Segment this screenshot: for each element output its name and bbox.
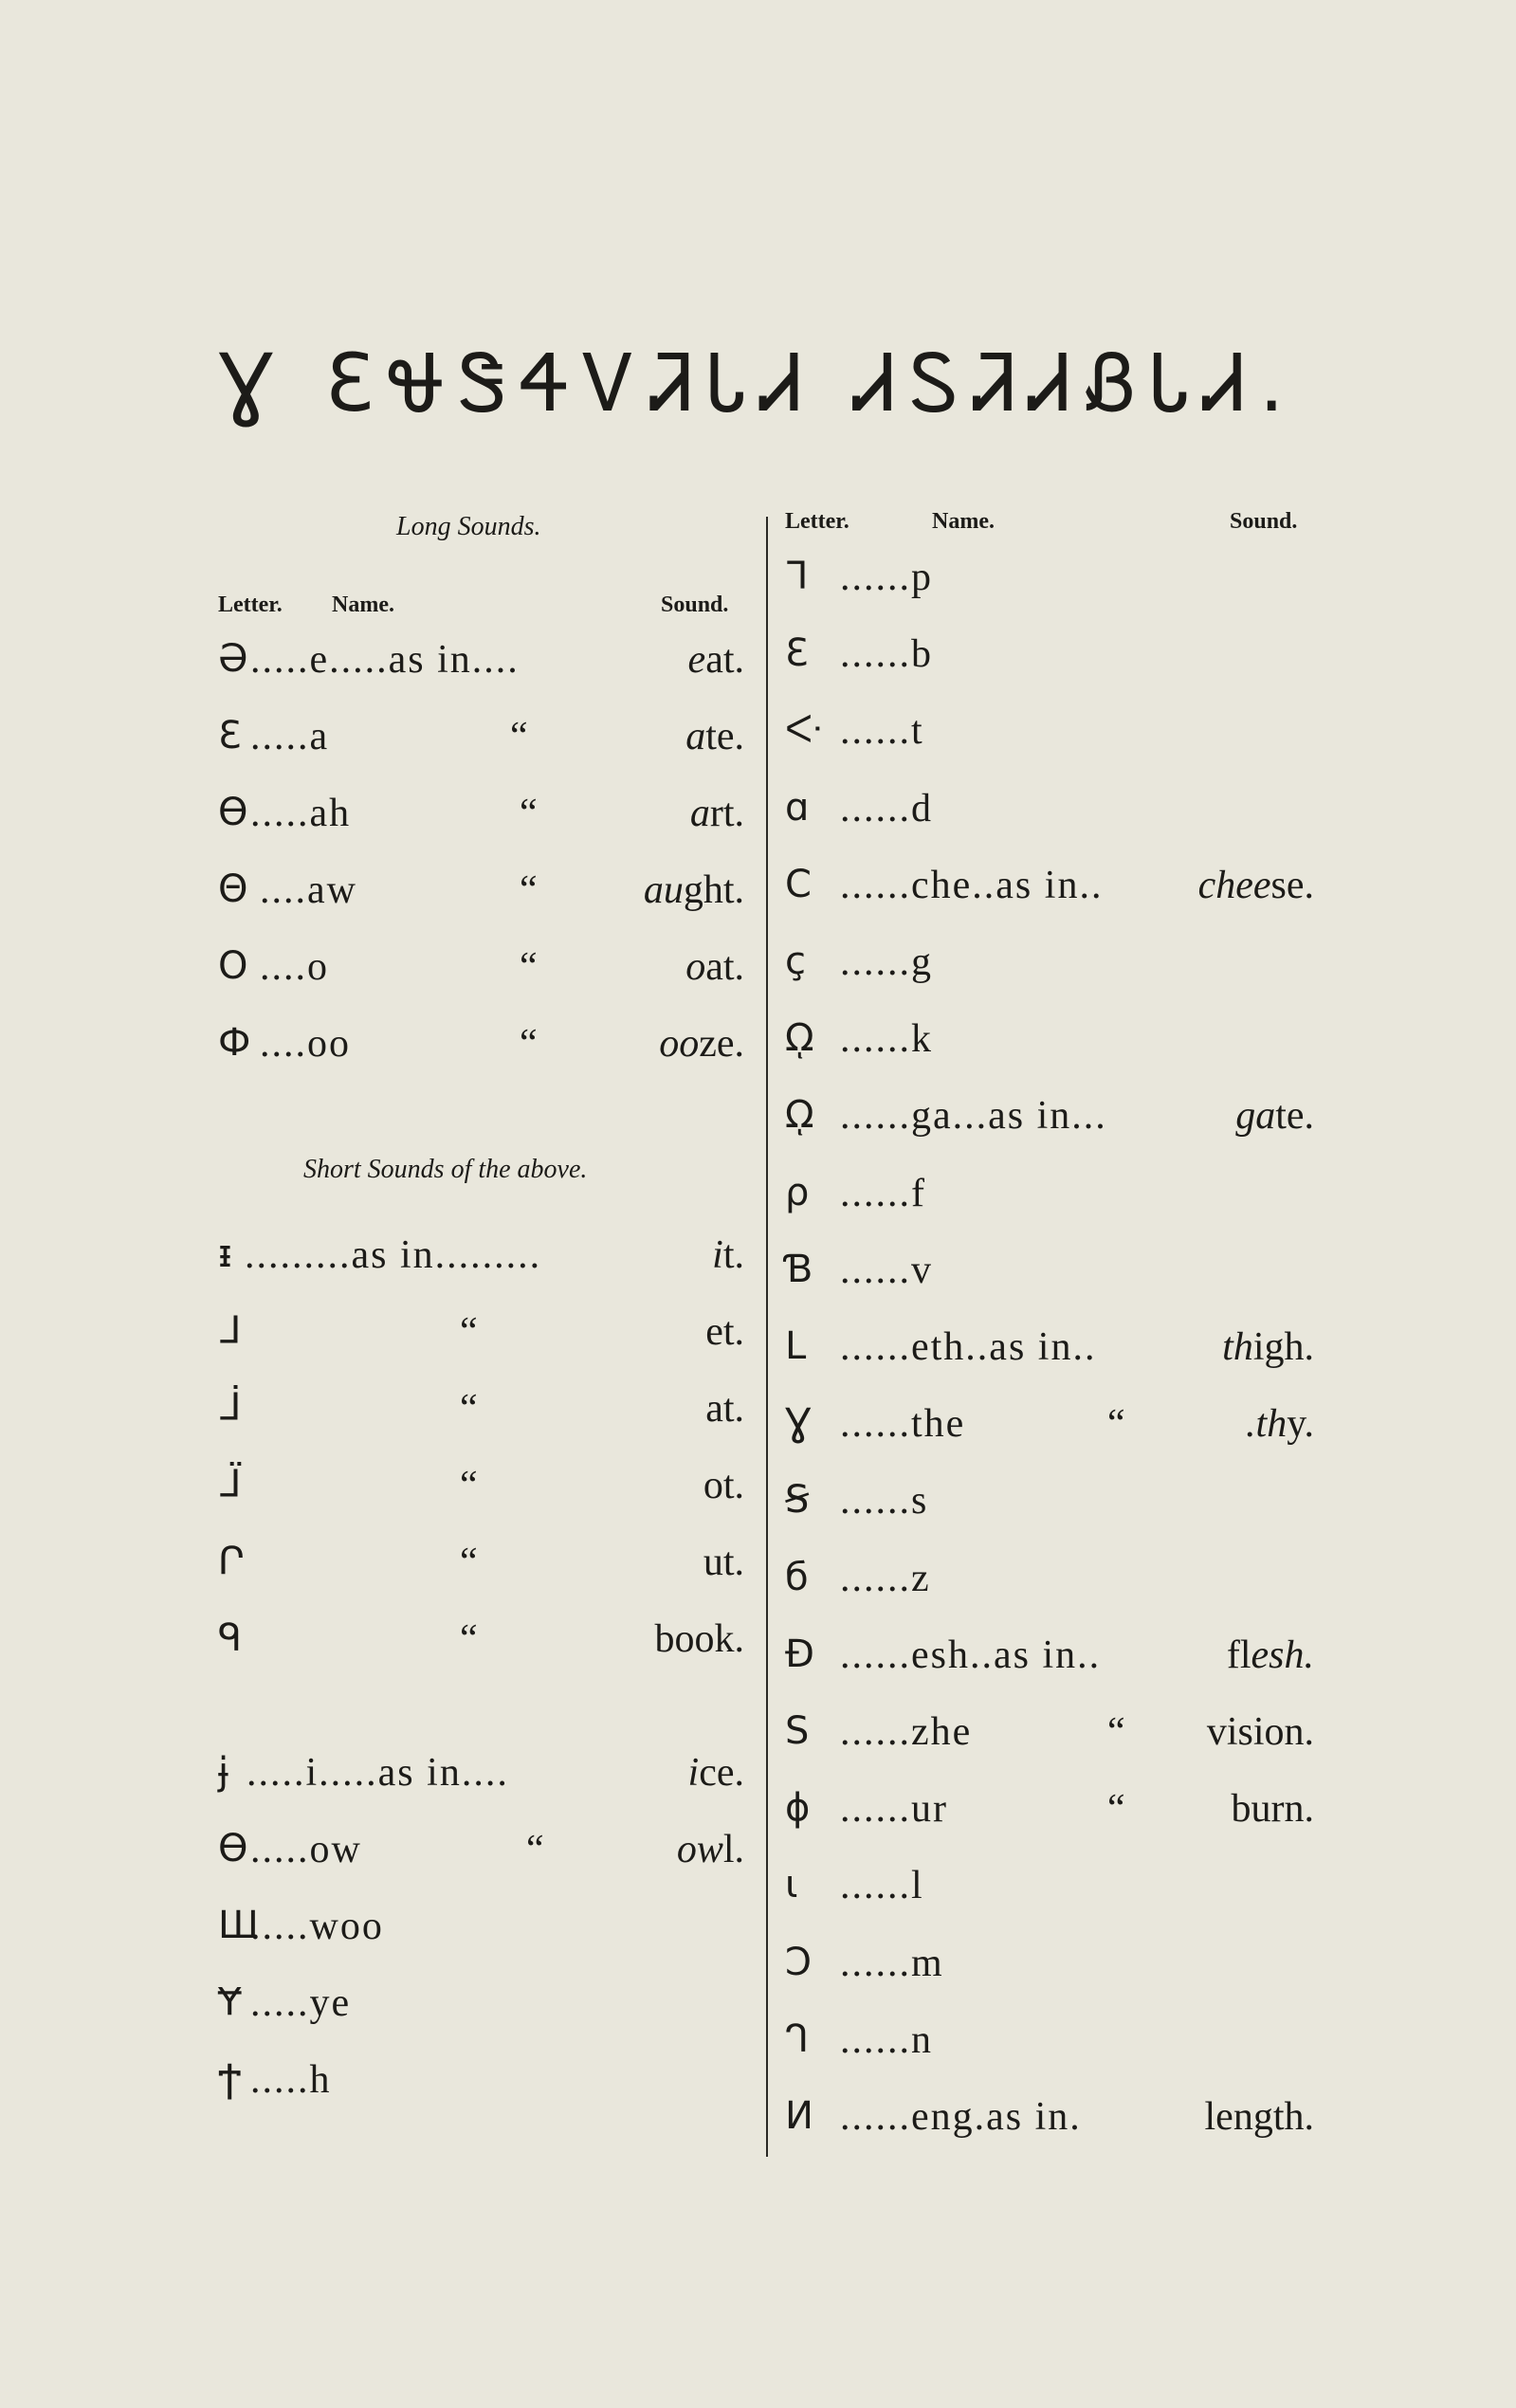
letter-name: .....a bbox=[250, 715, 330, 758]
column-divider bbox=[766, 517, 768, 2157]
letter-glyph: Ↄ bbox=[785, 1941, 813, 1984]
letter-name: ......v bbox=[840, 1249, 933, 1292]
letter-glyph: ᒣ bbox=[785, 555, 809, 598]
letter-glyph: Ɣ bbox=[785, 1401, 812, 1445]
letter-name: ......che..as in.. bbox=[840, 864, 1104, 907]
letter-name: ......f bbox=[840, 1172, 926, 1215]
left-letter-header: Letter. bbox=[218, 593, 283, 617]
table-row bbox=[785, 786, 1314, 843]
table-row bbox=[785, 863, 1314, 920]
sound-example: art. bbox=[689, 792, 744, 835]
sound-example: eat. bbox=[687, 638, 744, 682]
letter-name: ....o bbox=[260, 945, 329, 989]
sound-example: at. bbox=[705, 1387, 744, 1431]
ditto-mark: “ bbox=[1107, 1402, 1125, 1446]
letter-glyph: ɑ bbox=[785, 786, 810, 830]
letter-name: ......ga...as in... bbox=[840, 1094, 1107, 1138]
letter-glyph: Ր bbox=[218, 1540, 245, 1583]
table-row bbox=[785, 555, 1314, 611]
table-row bbox=[218, 1021, 744, 1078]
letter-name: ......z bbox=[840, 1557, 931, 1600]
table-row bbox=[785, 1171, 1314, 1228]
letter-glyph: Ꞩ bbox=[785, 1478, 810, 1522]
letter-name: .....e.....as in.... bbox=[250, 638, 520, 682]
letter-name: ......t bbox=[840, 709, 924, 753]
letter-name: .........as in......... bbox=[245, 1233, 542, 1277]
letter-glyph: ᵻ bbox=[218, 1232, 232, 1276]
letter-glyph: Ɛ bbox=[785, 631, 809, 675]
letter-name: .....h bbox=[250, 2058, 332, 2102]
letter-glyph: ɸ bbox=[785, 1786, 811, 1830]
page-title: Ɣ ƐᏠᏕᏎᏙᏘᏓᏗ ᏗᏚᏘᏗᏰᏓᏗ. bbox=[218, 337, 1298, 429]
letter-glyph: И bbox=[785, 2094, 813, 2138]
letter-glyph: ῼ bbox=[785, 1093, 814, 1137]
table-row bbox=[785, 1709, 1314, 1766]
table-row bbox=[785, 1324, 1314, 1381]
table-row bbox=[785, 631, 1314, 688]
letter-glyph: ɉ bbox=[218, 1750, 229, 1794]
right-letter-header: Letter. bbox=[785, 509, 849, 534]
letter-name: ......eth..as in.. bbox=[840, 1325, 1097, 1369]
letter-glyph: ᒉ bbox=[785, 2017, 810, 2061]
table-row bbox=[218, 1309, 744, 1366]
left-sound-header: Sound. bbox=[661, 593, 729, 617]
letter-name: ......b bbox=[840, 632, 933, 676]
sound-example: aught. bbox=[643, 868, 744, 912]
letter-glyph: ᒩ bbox=[218, 1463, 242, 1506]
table-row bbox=[218, 1463, 744, 1520]
table-row bbox=[218, 1386, 744, 1443]
sound-example: owl. bbox=[676, 1828, 744, 1871]
sound-example: ot. bbox=[703, 1464, 744, 1507]
table-row bbox=[218, 791, 744, 848]
right-sound-header: Sound. bbox=[1230, 509, 1298, 534]
table-row bbox=[218, 1904, 744, 1961]
table-row bbox=[785, 708, 1314, 765]
letter-glyph: ç bbox=[785, 939, 806, 983]
letter-name: ......k bbox=[840, 1017, 933, 1061]
ditto-mark: “ bbox=[1107, 1710, 1125, 1754]
ditto-mark: “ bbox=[1107, 1787, 1125, 1831]
letter-glyph: L bbox=[785, 1324, 807, 1368]
sound-example: thigh. bbox=[1222, 1325, 1314, 1369]
letter-glyph: O bbox=[218, 944, 248, 988]
letter-glyph: ᒨ bbox=[218, 1386, 242, 1430]
table-row bbox=[785, 1941, 1314, 1998]
table-row bbox=[218, 867, 744, 924]
table-row bbox=[785, 2017, 1314, 2074]
letter-glyph: Ф bbox=[218, 1021, 251, 1065]
letter-name: ......l bbox=[840, 1864, 924, 1907]
table-row bbox=[218, 1980, 744, 2037]
sound-example: burn. bbox=[1231, 1787, 1314, 1831]
right-name-header: Name. bbox=[932, 509, 995, 534]
letter-glyph: ι bbox=[785, 1863, 798, 1906]
letter-name: ......p bbox=[840, 556, 933, 599]
sound-example: ice. bbox=[687, 1751, 744, 1795]
letter-name: ......d bbox=[840, 787, 933, 830]
letter-glyph: ρ bbox=[785, 1171, 810, 1214]
letter-name: ....oo bbox=[260, 1022, 351, 1066]
sound-example: ooze. bbox=[659, 1022, 744, 1066]
sound-example: length. bbox=[1204, 2095, 1314, 2139]
ditto-mark: “ bbox=[460, 1617, 478, 1661]
ditto-mark: “ bbox=[460, 1541, 478, 1584]
left-name-header: Name. bbox=[332, 593, 394, 617]
sound-example: it. bbox=[712, 1233, 744, 1277]
letter-glyph: Ɓ bbox=[785, 1248, 813, 1291]
letter-name: ......esh..as in.. bbox=[840, 1633, 1102, 1677]
letter-name: ......zhe bbox=[840, 1710, 973, 1754]
sound-example: gate. bbox=[1235, 1094, 1314, 1138]
letter-name: ......ur bbox=[840, 1787, 948, 1831]
ditto-mark: “ bbox=[520, 792, 538, 835]
letter-name: .....ow bbox=[250, 1828, 362, 1871]
letter-glyph: ᒧ bbox=[218, 1309, 242, 1353]
table-row bbox=[785, 1863, 1314, 1920]
letter-glyph: C bbox=[785, 863, 812, 906]
sound-example: vision. bbox=[1206, 1710, 1314, 1754]
ditto-mark: “ bbox=[526, 1828, 544, 1871]
table-row bbox=[218, 1616, 744, 1673]
letter-glyph: ῼ bbox=[785, 1016, 814, 1060]
ditto-mark: “ bbox=[460, 1310, 478, 1354]
sound-example: .thy. bbox=[1246, 1402, 1314, 1446]
table-row bbox=[218, 637, 744, 694]
letter-name: ......g bbox=[840, 940, 933, 984]
table-row bbox=[785, 1556, 1314, 1613]
ditto-mark: “ bbox=[460, 1387, 478, 1431]
letter-glyph: Ə bbox=[218, 637, 248, 681]
sound-example: oat. bbox=[685, 945, 744, 989]
ditto-mark: “ bbox=[520, 1022, 538, 1066]
ditto-mark: “ bbox=[520, 868, 538, 912]
letter-name: .....i.....as in.... bbox=[247, 1751, 509, 1795]
table-row bbox=[218, 1750, 744, 1807]
table-row bbox=[218, 714, 744, 771]
letter-glyph: ᑅ bbox=[785, 708, 824, 752]
table-row bbox=[785, 1401, 1314, 1458]
table-row bbox=[785, 1633, 1314, 1689]
letter-name: ....aw bbox=[260, 868, 357, 912]
table-row bbox=[785, 1786, 1314, 1843]
letter-glyph: б bbox=[785, 1556, 809, 1599]
ditto-mark: “ bbox=[520, 945, 538, 989]
sound-example: cheese. bbox=[1197, 864, 1314, 907]
sound-example: ate. bbox=[685, 715, 744, 758]
ditto-mark: “ bbox=[510, 715, 528, 758]
table-row bbox=[785, 1248, 1314, 1304]
table-row bbox=[785, 939, 1314, 996]
table-row bbox=[785, 1478, 1314, 1535]
letter-glyph: Ɛ bbox=[218, 714, 242, 757]
long-sounds-heading: Long Sounds. bbox=[396, 512, 541, 541]
letter-glyph: Ɏ bbox=[218, 1980, 242, 2024]
letter-glyph: ᑫ bbox=[218, 1616, 243, 1660]
letter-name: ......s bbox=[840, 1479, 929, 1523]
table-row bbox=[218, 1232, 744, 1289]
letter-name: .....woo bbox=[250, 1905, 384, 1948]
table-row bbox=[218, 2057, 744, 2114]
letter-glyph: Θ bbox=[218, 867, 248, 911]
sound-example: et. bbox=[705, 1310, 744, 1354]
letter-name: ......m bbox=[840, 1942, 944, 1985]
sound-example: book. bbox=[654, 1617, 744, 1661]
table-row bbox=[785, 2094, 1314, 2151]
table-row bbox=[218, 944, 744, 1001]
sound-example: ut. bbox=[703, 1541, 744, 1584]
letter-glyph: Ɵ bbox=[218, 791, 248, 834]
letter-glyph: Ш bbox=[218, 1904, 259, 1947]
letter-name: ......eng.as in. bbox=[840, 2095, 1082, 2139]
letter-name: ......n bbox=[840, 2018, 933, 2062]
ditto-mark: “ bbox=[460, 1464, 478, 1507]
table-row bbox=[218, 1540, 744, 1596]
short-sounds-heading: Short Sounds of the above. bbox=[303, 1155, 588, 1184]
letter-name: .....ye bbox=[250, 1981, 352, 2025]
letter-glyph: Ɵ bbox=[218, 1827, 248, 1870]
letter-glyph: Ð bbox=[785, 1633, 814, 1676]
letter-glyph: Ϯ bbox=[218, 2057, 242, 2101]
table-row bbox=[218, 1827, 744, 1884]
sound-example: flesh. bbox=[1226, 1633, 1314, 1677]
letter-name: ......the bbox=[840, 1402, 966, 1446]
letter-glyph: S bbox=[785, 1709, 810, 1753]
letter-name: .....ah bbox=[250, 792, 352, 835]
table-row bbox=[785, 1016, 1314, 1073]
table-row bbox=[785, 1093, 1314, 1150]
